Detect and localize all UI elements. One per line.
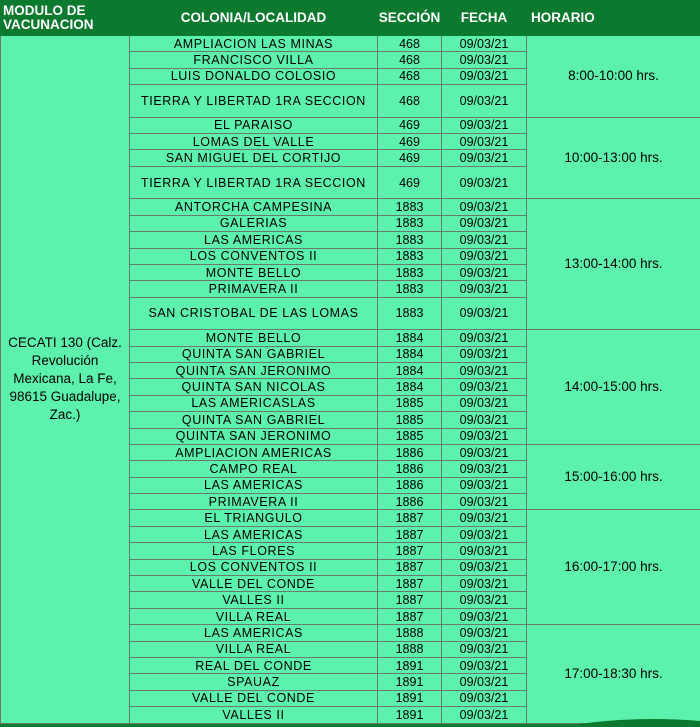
seccion-cell: 1888 [378,625,442,641]
colonia-cell: REAL DEL CONDE [130,658,378,674]
seccion-cell: 1886 [378,477,442,493]
seccion-cell: 1883 [378,232,442,248]
colonia-cell: FRANCISCO VILLA [130,52,378,68]
header-seccion: SECCIÓN [378,1,442,36]
fecha-cell: 09/03/21 [442,395,527,411]
colonia-cell: LOS CONVENTOS II [130,559,378,575]
colonia-cell: AMPLIACION AMERICAS [130,444,378,460]
colonia-cell: LOS CONVENTOS II [130,248,378,264]
header-modulo: MODULO DE VACUNACION [1,1,130,36]
colonia-cell: ANTORCHA CAMPESINA [130,199,378,215]
seccion-cell: 1887 [378,543,442,559]
colonia-cell: SAN CRISTOBAL DE LAS LOMAS [130,297,378,330]
fecha-cell: 09/03/21 [442,52,527,68]
seccion-cell: 1883 [378,281,442,297]
header-fecha: FECHA [442,1,527,36]
colonia-cell: VALLE DEL CONDE [130,576,378,592]
fecha-cell: 09/03/21 [442,658,527,674]
seccion-cell: 1883 [378,199,442,215]
fecha-cell: 09/03/21 [442,526,527,542]
colonia-cell: GALERIAS [130,215,378,231]
seccion-cell: 1887 [378,526,442,542]
seccion-cell: 1883 [378,215,442,231]
horario-cell: 13:00-14:00 hrs. [527,199,700,330]
fecha-cell: 09/03/21 [442,215,527,231]
modulo-cell: CECATI 130 (Calz. Revolución Mexicana, La Fe, 98615 Guadalupe, Zac.) [1,36,130,724]
seccion-cell: 1883 [378,264,442,280]
colonia-cell: MONTE BELLO [130,330,378,346]
fecha-cell: 09/03/21 [442,707,527,723]
colonia-cell: LUIS DONALDO COLOSIO [130,68,378,84]
colonia-cell: LAS AMERICAS [130,526,378,542]
seccion-cell: 1891 [378,674,442,690]
seccion-cell: 468 [378,85,442,118]
fecha-cell: 09/03/21 [442,428,527,444]
colonia-cell: QUINTA SAN GABRIEL [130,346,378,362]
seccion-cell: 1891 [378,690,442,706]
fecha-cell: 09/03/21 [442,134,527,150]
colonia-cell: VALLE DEL CONDE [130,690,378,706]
fecha-cell: 09/03/21 [442,281,527,297]
header-horario: HORARIO [527,1,700,36]
seccion-cell: 1887 [378,510,442,526]
fecha-cell: 09/03/21 [442,346,527,362]
seccion-cell: 1887 [378,559,442,575]
seccion-cell: 1886 [378,461,442,477]
colonia-cell: QUINTA SAN GABRIEL [130,412,378,428]
horario-cell: 14:00-15:00 hrs. [527,330,700,445]
header-colonia: COLONIA/LOCALIDAD [130,1,378,36]
seccion-cell: 1884 [378,379,442,395]
fecha-cell: 09/03/21 [442,379,527,395]
fecha-cell: 09/03/21 [442,510,527,526]
seccion-cell: 468 [378,36,442,52]
colonia-cell: CAMPO REAL [130,461,378,477]
colonia-cell: TIERRA Y LIBERTAD 1RA SECCION [130,85,378,118]
colonia-cell: LAS AMERICASLAS [130,395,378,411]
colonia-cell: LAS AMERICAS [130,232,378,248]
fecha-cell: 09/03/21 [442,150,527,166]
colonia-cell: SPAUAZ [130,674,378,690]
fecha-cell: 09/03/21 [442,543,527,559]
colonia-cell: EL TRIANGULO [130,510,378,526]
horario-cell: 15:00-16:00 hrs. [527,444,700,510]
fecha-cell: 09/03/21 [442,559,527,575]
colonia-cell: PRIMAVERA II [130,494,378,510]
fecha-cell: 09/03/21 [442,576,527,592]
fecha-cell: 09/03/21 [442,494,527,510]
header-row [1,1,700,36]
seccion-cell: 1884 [378,362,442,378]
colonia-cell: QUINTA SAN JERONIMO [130,362,378,378]
fecha-cell: 09/03/21 [442,85,527,118]
fecha-cell: 09/03/21 [442,412,527,428]
fecha-cell: 09/03/21 [442,362,527,378]
colonia-cell: QUINTA SAN JERONIMO [130,428,378,444]
horario-cell: 10:00-13:00 hrs. [527,117,700,199]
seccion-cell: 1887 [378,592,442,608]
fecha-cell: 09/03/21 [442,674,527,690]
seccion-cell: 468 [378,68,442,84]
seccion-cell: 1887 [378,576,442,592]
fecha-cell: 09/03/21 [442,608,527,624]
colonia-cell: VILLA REAL [130,608,378,624]
colonia-cell: VALLES II [130,707,378,723]
seccion-cell: 1884 [378,330,442,346]
seccion-cell: 469 [378,134,442,150]
colonia-cell: VILLA REAL [130,641,378,657]
fecha-cell: 09/03/21 [442,444,527,460]
seccion-cell: 469 [378,117,442,133]
colonia-cell: VALLES II [130,592,378,608]
seccion-cell: 1884 [378,346,442,362]
seccion-cell: 1886 [378,444,442,460]
colonia-cell: LAS AMERICAS [130,477,378,493]
colonia-cell: SAN MIGUEL DEL CORTIJO [130,150,378,166]
seccion-cell: 1885 [378,395,442,411]
fecha-cell: 09/03/21 [442,117,527,133]
fecha-cell: 09/03/21 [442,461,527,477]
fecha-cell: 09/03/21 [442,264,527,280]
fecha-cell: 09/03/21 [442,625,527,641]
horario-cell: 8:00-10:00 hrs. [527,36,700,118]
colonia-cell: AMPLIACION LAS MINAS [130,36,378,52]
colonia-cell: LOMAS DEL VALLE [130,134,378,150]
seccion-cell: 468 [378,52,442,68]
fecha-cell: 09/03/21 [442,477,527,493]
colonia-cell: MONTE BELLO [130,264,378,280]
fecha-cell: 09/03/21 [442,68,527,84]
seccion-cell: 469 [378,150,442,166]
fecha-cell: 09/03/21 [442,199,527,215]
colonia-cell: QUINTA SAN NICOLAS [130,379,378,395]
colonia-cell: TIERRA Y LIBERTAD 1RA SECCION [130,166,378,199]
horario-cell: 17:00-18:30 hrs. [527,625,700,723]
fecha-cell: 09/03/21 [442,248,527,264]
seccion-cell: 1883 [378,248,442,264]
horario-cell: 16:00-17:00 hrs. [527,510,700,625]
seccion-cell: 1883 [378,297,442,330]
schedule-body [1,36,700,724]
seccion-cell: 1891 [378,707,442,723]
fecha-cell: 09/03/21 [442,232,527,248]
seccion-cell: 1885 [378,412,442,428]
seccion-cell: 1885 [378,428,442,444]
colonia-cell: PRIMAVERA II [130,281,378,297]
colonia-cell: EL PARAISO [130,117,378,133]
fecha-cell: 09/03/21 [442,297,527,330]
table-row [1,36,700,52]
colonia-cell: LAS AMERICAS [130,625,378,641]
fecha-cell: 09/03/21 [442,690,527,706]
fecha-cell: 09/03/21 [442,592,527,608]
colonia-cell: LAS FLORES [130,543,378,559]
fecha-cell: 09/03/21 [442,641,527,657]
seccion-cell: 1888 [378,641,442,657]
fecha-cell: 09/03/21 [442,330,527,346]
fecha-cell: 09/03/21 [442,166,527,199]
seccion-cell: 1886 [378,494,442,510]
seccion-cell: 469 [378,166,442,199]
seccion-cell: 1891 [378,658,442,674]
footer-decoration [560,715,700,727]
fecha-cell: 09/03/21 [442,36,527,52]
seccion-cell: 1887 [378,608,442,624]
